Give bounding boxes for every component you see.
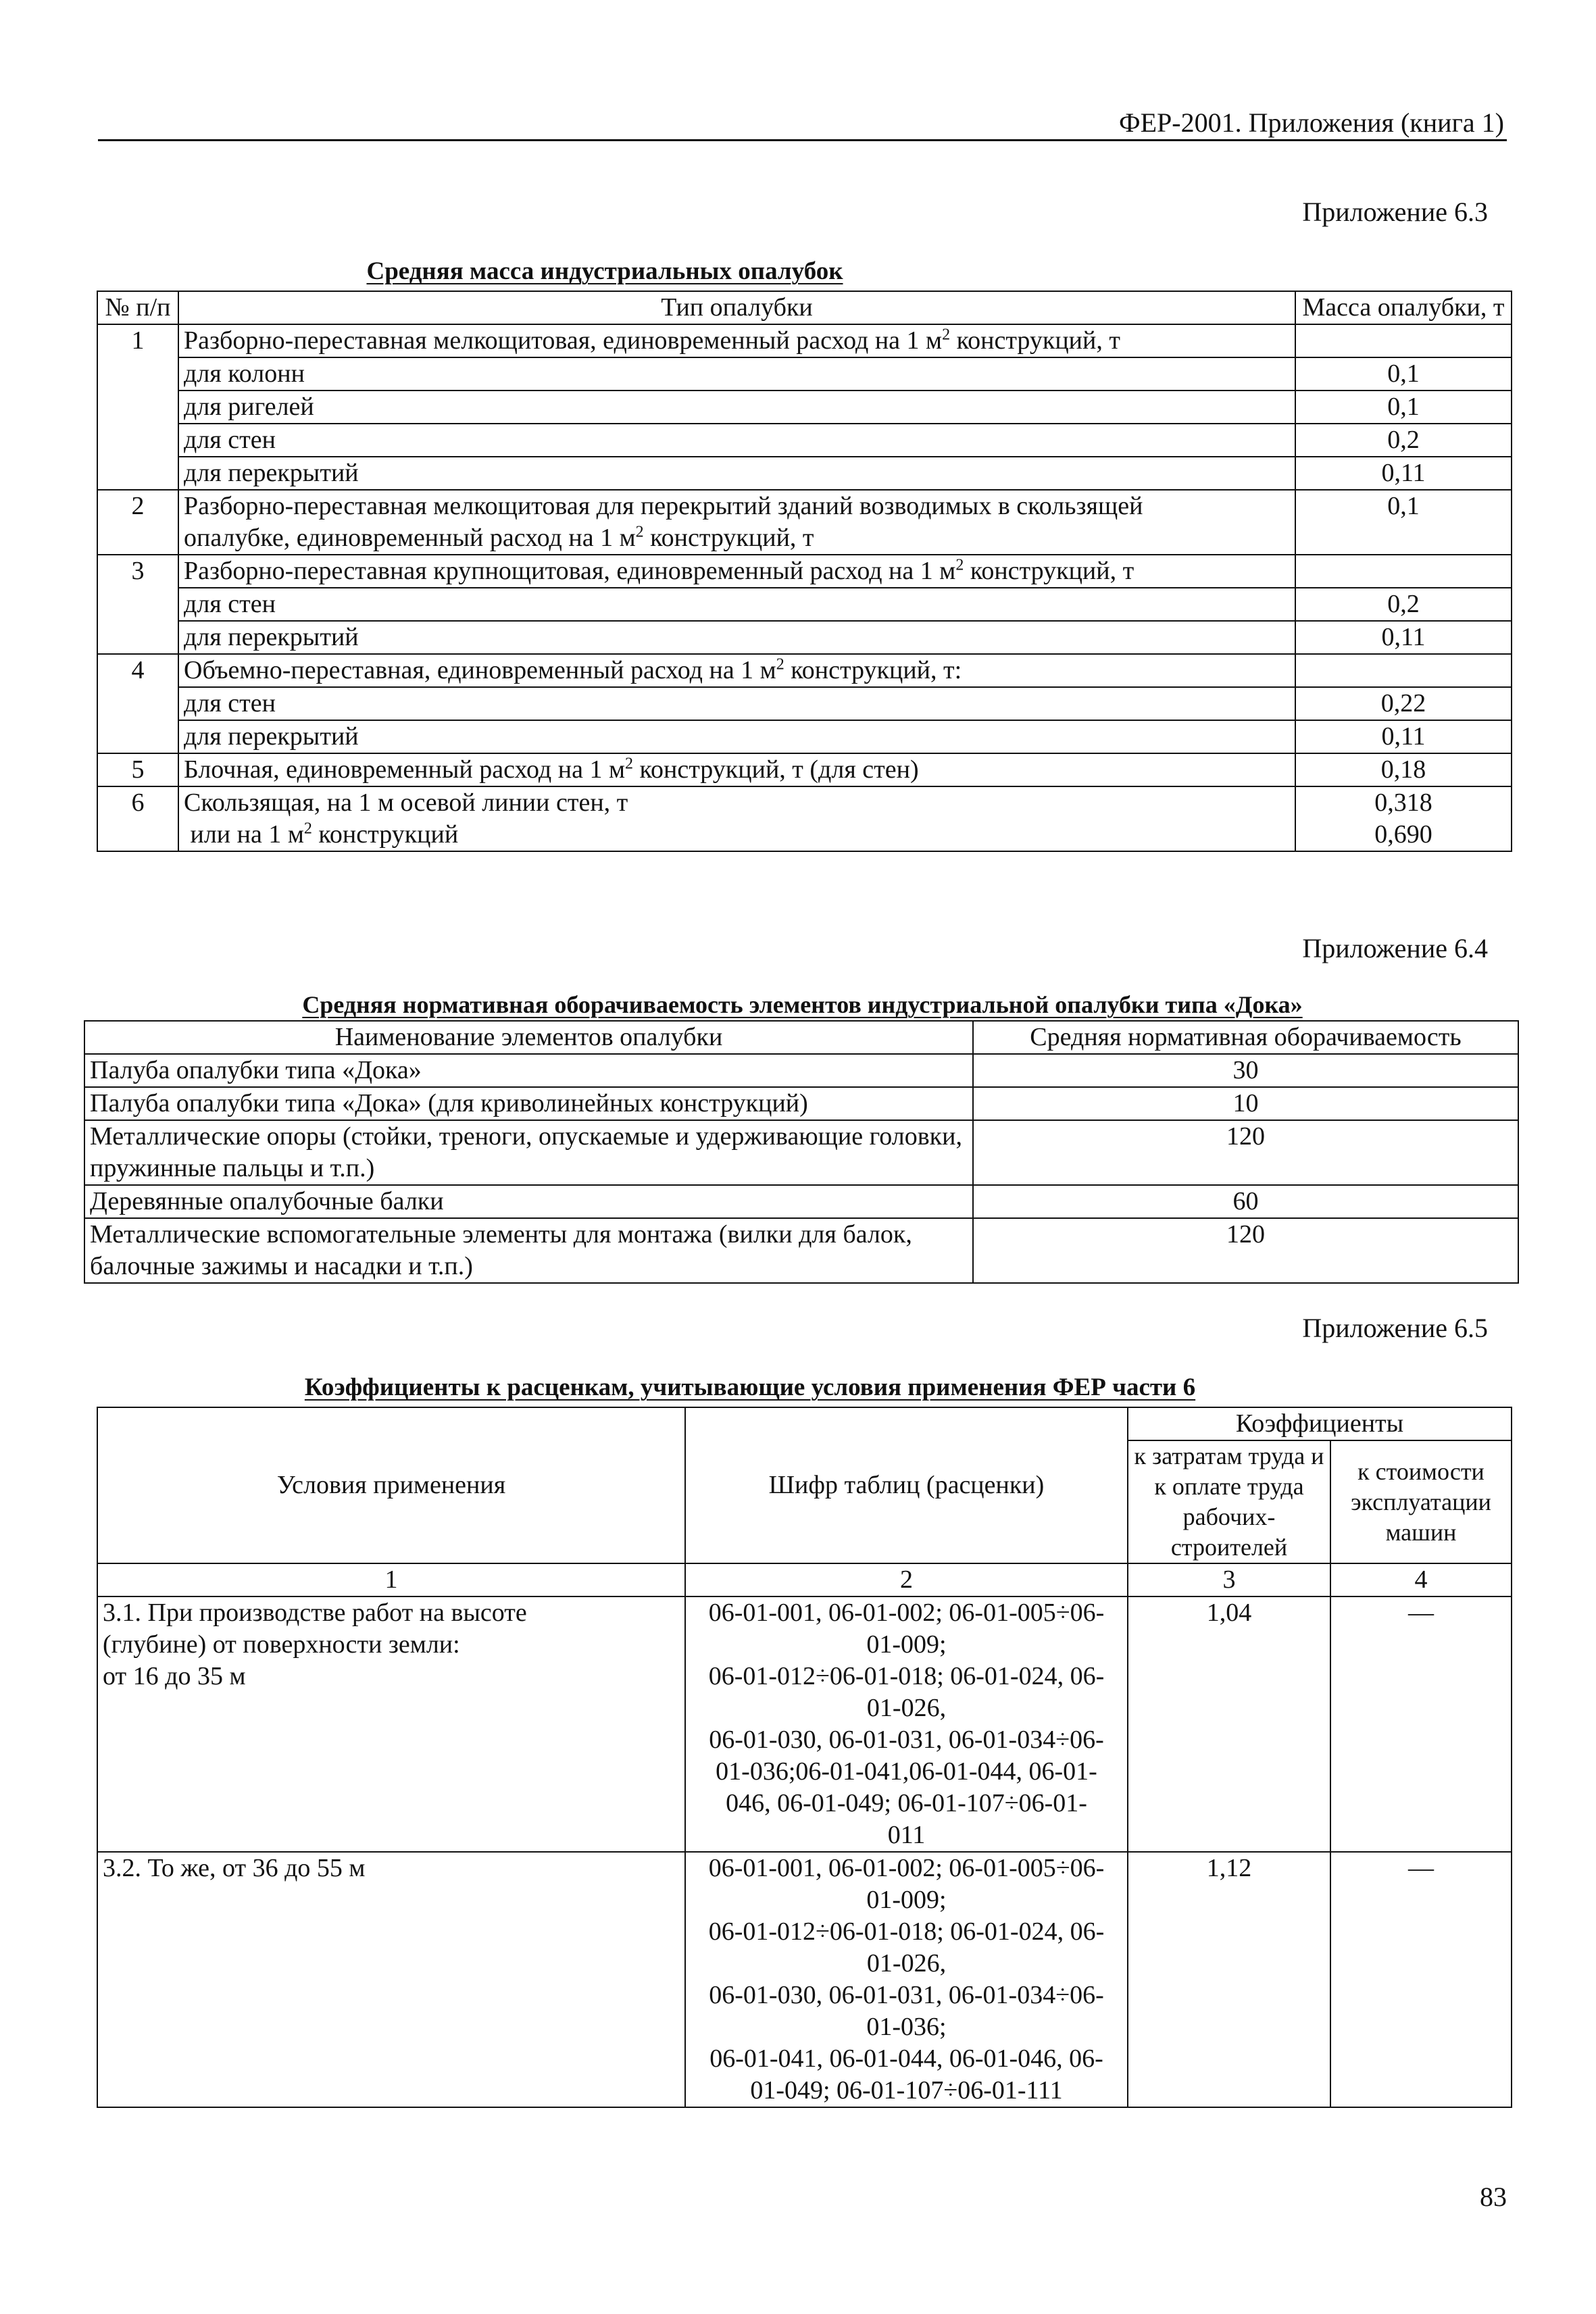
subrow-type: для перекрытий (178, 457, 1295, 490)
row-value: 120 (973, 1218, 1518, 1283)
table-row (84, 1054, 1518, 1087)
column-number: 3 (1128, 1563, 1330, 1596)
table-row (97, 1852, 1512, 2107)
row-num: 1 (97, 324, 178, 490)
row-condition: 3.2. То же, от 36 до 55 м (97, 1852, 685, 2107)
column-header-mass: Масса опалубки, т (1295, 291, 1512, 324)
column-header-machines: к стоимости эксплуатации машин (1330, 1440, 1512, 1563)
column-number: 4 (1330, 1563, 1512, 1596)
column-header-turnover: Средняя нормативная оборачиваемость (973, 1021, 1518, 1054)
appendix-6-4-title: Средняя нормативная оборачиваемость элементов индустриальной опалубки типа «Дока» (302, 991, 1303, 1018)
table-subrow (97, 391, 1512, 424)
appendix-6-4-label: Приложение 6.4 (1302, 933, 1488, 963)
row-type: Разборно-переставная мелкощитовая для перекрытий зданий возводимых в скользящей опалубке, единовременный расход на 1 $м^2$ конструкций, т (178, 490, 1295, 555)
column-header-labor: к затратам труда и к оплате труда рабочих-строителей (1128, 1440, 1330, 1563)
subrow-mass: 0,2 (1295, 424, 1512, 457)
appendix-6-3-title: Средняя масса индустриальных опалубок (366, 257, 843, 285)
table-row (84, 1185, 1518, 1218)
table-row (97, 786, 1512, 851)
row-mass (1295, 324, 1512, 357)
doka-turnover-table (84, 1020, 1519, 1284)
subrow-type: для перекрытий (178, 720, 1295, 753)
subrow-mass: 0,22 (1295, 687, 1512, 720)
table-subrow (97, 588, 1512, 621)
row-mass (1295, 654, 1512, 687)
row-mass: 0,318 0,690 (1295, 786, 1512, 851)
table-subrow (97, 457, 1512, 490)
row-name: Палуба опалубки типа «Дока» (для криволинейных конструкций) (84, 1087, 973, 1120)
row-value: 10 (973, 1087, 1518, 1120)
row-num: 2 (97, 490, 178, 555)
table-row (84, 1218, 1518, 1283)
subrow-type: для стен (178, 588, 1295, 621)
table-subrow (97, 687, 1512, 720)
table-subrow (97, 357, 1512, 391)
table-row (97, 555, 1512, 588)
row-name: Палуба опалубки типа «Дока» (84, 1054, 973, 1087)
column-header-name: Наименование элементов опалубки (84, 1021, 973, 1054)
column-header-coefficients: Коэффициенты (1128, 1407, 1512, 1440)
page-number: 83 (1480, 2182, 1507, 2212)
subrow-type: для стен (178, 424, 1295, 457)
formwork-mass-table (97, 291, 1512, 852)
column-header-conditions: Условия применения (97, 1407, 685, 1563)
table-subrow (97, 621, 1512, 654)
table-subrow (97, 424, 1512, 457)
row-labor-coefficient: 1,04 (1128, 1596, 1330, 1852)
row-value: 60 (973, 1185, 1518, 1218)
column-number: 2 (685, 1563, 1128, 1596)
subrow-mass: 0,1 (1295, 357, 1512, 391)
table-header-row (97, 291, 1512, 324)
subrow-mass: 0,11 (1295, 621, 1512, 654)
row-name: Деревянные опалубочные балки (84, 1185, 973, 1218)
row-mass: 0,18 (1295, 753, 1512, 786)
table-row (97, 1596, 1512, 1852)
subrow-type: для стен (178, 687, 1295, 720)
row-type: Разборно-переставная крупнощитовая, единовременный расход на 1 $м^2$ конструкций, т (178, 555, 1295, 588)
row-codes: 06-01-001, 06-01-002; 06-01-005÷06- 01-009; 06-01-012÷06-01-018; 06-01-024, 06- 01-026, 06-01-030, 06-01-031, 06-01-034÷06- 01-036;06-01-041,06-01-044, 06-01- 046, 06-01-049; 06-01-107÷06-01- 011 (685, 1596, 1128, 1852)
table-row (84, 1120, 1518, 1185)
subrow-mass: 0,1 (1295, 391, 1512, 424)
coefficients-table (97, 1407, 1512, 2108)
column-number: 1 (97, 1563, 685, 1596)
appendix-6-5-title: Коэффициенты к расценкам, учитывающие условия применения ФЕР части 6 (304, 1374, 1196, 1401)
row-name: Металлические вспомогательные элементы для монтажа (вилки для балок, балочные зажимы и насадки и т.п.) (84, 1218, 973, 1283)
appendix-6-5-label: Приложение 6.5 (1302, 1313, 1488, 1343)
row-codes: 06-01-001, 06-01-002; 06-01-005÷06- 01-009; 06-01-012÷06-01-018; 06-01-024, 06- 01-026, 06-01-030, 06-01-031, 06-01-034÷06- 01-036; 06-01-041, 06-01-044, 06-01-046, 06- 01-049; 06-01-107÷06-01-111 (685, 1852, 1128, 2107)
row-type: Блочная, единовременный расход на 1 $м^2$ конструкций, т (для стен) (178, 753, 1295, 786)
subrow-type: для перекрытий (178, 621, 1295, 654)
row-mass: 0,1 (1295, 490, 1512, 555)
column-header-num: № п/п (97, 291, 178, 324)
column-header-codes: Шифр таблиц (расценки) (685, 1407, 1128, 1563)
row-type: Объемно-переставная, единовременный расход на 1 $м^2$ конструкций, т: (178, 654, 1295, 687)
row-machines-coefficient: — (1330, 1596, 1512, 1852)
row-machines-coefficient: — (1330, 1852, 1512, 2107)
table-row (97, 490, 1512, 555)
appendix-6-3-label: Приложение 6.3 (1302, 197, 1488, 227)
row-num: 6 (97, 786, 178, 851)
row-type: Скользящая, на 1 м осевой линии стен, т или на 1 $м^2$ конструкций (178, 786, 1295, 851)
row-num: 4 (97, 654, 178, 753)
column-number-row (97, 1563, 1512, 1596)
column-header-type: Тип опалубки (178, 291, 1295, 324)
row-mass (1295, 555, 1512, 588)
table-row (97, 753, 1512, 786)
row-type: Разборно-переставная мелкощитовая, единовременный расход на 1 $м^2$ конструкций, т (178, 324, 1295, 357)
running-title: ФЕР-2001. Приложения (книга 1) (1119, 107, 1504, 138)
row-value: 30 (973, 1054, 1518, 1087)
row-labor-coefficient: 1,12 (1128, 1852, 1330, 2107)
row-condition: 3.1. При производстве работ на высоте (глубине) от поверхности земли: от 16 до 35 м (97, 1596, 685, 1852)
row-name: Металлические опоры (стойки, треноги, опускаемые и удерживающие головки, пружинные пальцы и т.п.) (84, 1120, 973, 1185)
subrow-mass: 0,11 (1295, 457, 1512, 490)
table-row (97, 324, 1512, 357)
table-row (84, 1087, 1518, 1120)
row-num: 3 (97, 555, 178, 654)
row-value: 120 (973, 1120, 1518, 1185)
subrow-mass: 0,2 (1295, 588, 1512, 621)
subrow-type: для колонн (178, 357, 1295, 391)
subrow-type: для ригелей (178, 391, 1295, 424)
table-header-row (97, 1407, 1512, 1440)
table-header-row (84, 1021, 1518, 1054)
subrow-mass: 0,11 (1295, 720, 1512, 753)
running-header (98, 107, 1507, 141)
row-num: 5 (97, 753, 178, 786)
table-subrow (97, 720, 1512, 753)
table-row (97, 654, 1512, 687)
